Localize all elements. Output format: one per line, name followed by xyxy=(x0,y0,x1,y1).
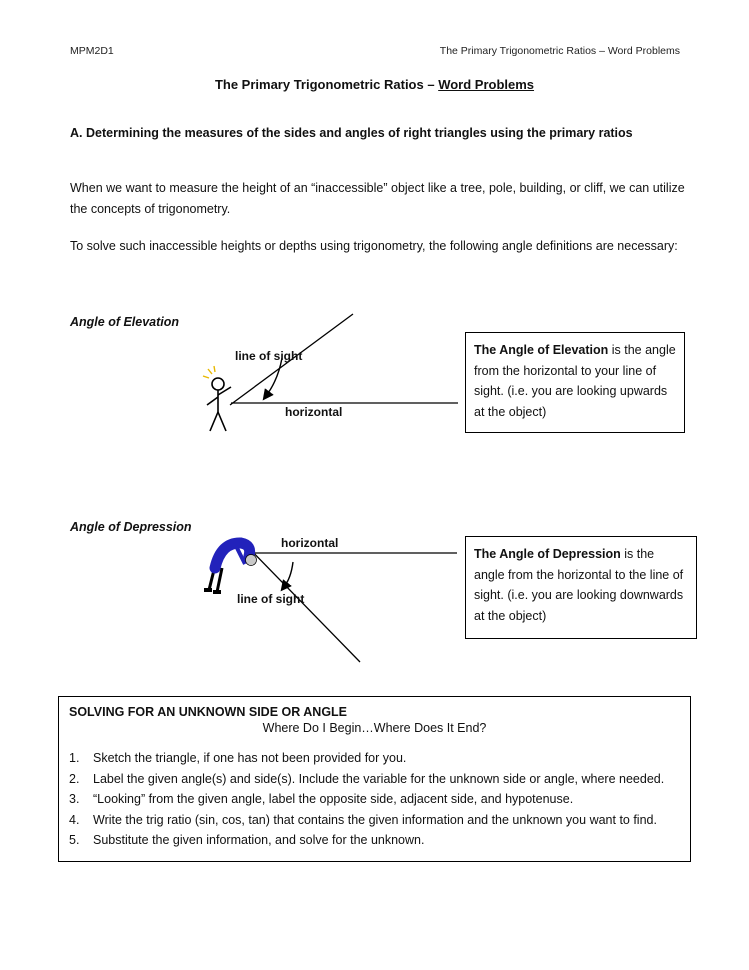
observer-stick-figure-icon xyxy=(207,378,231,431)
step-number: 5. xyxy=(69,833,80,847)
step-number: 4. xyxy=(69,812,80,827)
depression-diagram xyxy=(195,530,465,670)
depression-definition-box xyxy=(465,536,697,639)
step-text: Label the given angle(s) and side(s). Include the variable for the unknown side or angle, where needed. xyxy=(93,771,665,786)
elevation-heading: Angle of Elevation xyxy=(70,315,180,329)
elevation-diagram xyxy=(185,308,465,443)
step-text: Substitute the given information, and solve for the unknown. xyxy=(93,833,425,847)
list-item xyxy=(69,770,680,790)
depression-angle-arrow xyxy=(284,562,293,587)
intro-paragraph-1: When we want to measure the height of an “inaccessible” object like a tree, pole, building, or cliff, we can utilize the concepts of trigonometry. xyxy=(70,181,685,216)
step-text: Write the trig ratio (sin, cos, tan) that contains the given information and the unknown you want to find. xyxy=(93,812,657,827)
section-a-heading: A. Determining the measures of the sides and angles of right triangles using the primary ratios xyxy=(70,126,633,140)
header-document-title: The Primary Trigonometric Ratios – Word Problems xyxy=(439,45,680,57)
depression-horizontal-label: horizontal xyxy=(281,536,339,550)
solving-steps-box xyxy=(58,696,691,862)
page-title xyxy=(0,77,749,92)
idea-sparkle-icon xyxy=(203,366,215,378)
elevation-definition-term: The Angle of Elevation xyxy=(474,343,609,357)
page-title-underlined: Word Problems xyxy=(438,77,535,92)
solving-box-title: SOLVING FOR AN UNKNOWN SIDE OR ANGLE xyxy=(69,705,348,719)
step-number: 3. xyxy=(69,792,80,806)
step-text: “Looking” from the given angle, label the opposite side, adjacent side, and hypotenuse. xyxy=(93,792,574,806)
list-item xyxy=(69,790,680,810)
header-course-code: MPM2D1 xyxy=(70,45,114,57)
solving-steps-list xyxy=(69,749,680,851)
elevation-definition-box xyxy=(465,332,685,433)
depression-heading: Angle of Depression xyxy=(70,520,192,534)
bending-observer-figure-icon xyxy=(204,543,257,594)
depression-definition-text: is the angle from the horizontal to the line of sight. (i.e. you are looking downwards at the object) xyxy=(474,547,684,623)
depression-definition-term: The Angle of Depression xyxy=(474,547,621,561)
elevation-line-of-sight-label: line of sight xyxy=(235,349,303,363)
depression-line-of-sight-label: line of sight xyxy=(237,592,305,606)
elevation-definition-text: is the angle from the horizontal to your line of sight. (i.e. you are looking upwards at the object) xyxy=(474,343,676,419)
intro-paragraph-2: To solve such inaccessible heights or depths using trigonometry, the following angle definitions are necessary: xyxy=(70,239,678,253)
list-item xyxy=(69,831,680,851)
step-number: 1. xyxy=(69,751,80,765)
list-item xyxy=(69,749,680,769)
page-title-main: The Primary Trigonometric Ratios – xyxy=(214,77,439,92)
solving-box-subtitle: Where Do I Begin…Where Does It End? xyxy=(262,721,487,735)
elevation-horizontal-label: horizontal xyxy=(285,405,343,419)
step-text: Sketch the triangle, if one has not been provided for you. xyxy=(93,751,407,765)
list-item xyxy=(69,811,680,831)
step-number: 2. xyxy=(69,771,80,786)
